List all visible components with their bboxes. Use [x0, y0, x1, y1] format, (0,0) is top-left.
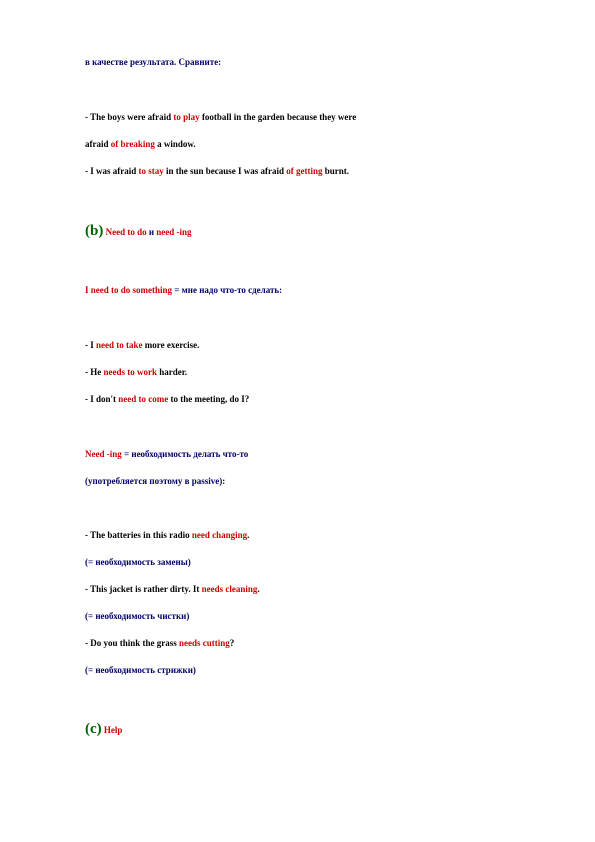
definition-line [85, 449, 248, 460]
example-sentence [85, 638, 234, 649]
definition-text: = мне надо что-то сделать: [172, 285, 283, 295]
highlighted-phrase: of getting [286, 166, 323, 176]
section-letter: (c) [85, 721, 102, 737]
highlighted-phrase: needs cleaning [201, 584, 258, 594]
example-note: (= необходимость замены) [85, 557, 191, 567]
text-segment: - This jacket is rather dirty. It [85, 584, 202, 594]
text-segment: - The batteries in this radio [85, 530, 192, 540]
example-sentence [85, 584, 260, 595]
text-segment: - I was afraid [85, 166, 139, 176]
heading-term: need -ing [156, 227, 192, 237]
definition-note: (употребляется поэтому в passive): [85, 476, 226, 486]
text-segment: to the meeting, do I? [168, 394, 250, 404]
example-note: (= необходимость стрижки) [85, 665, 196, 675]
highlighted-phrase: to stay [138, 166, 164, 176]
example-sentence [85, 139, 196, 150]
highlighted-phrase: need to take [96, 340, 143, 350]
heading-term: Need to do [105, 227, 147, 237]
example-note: (= необходимость чистки) [85, 611, 190, 621]
highlighted-phrase: needs cutting [179, 638, 230, 648]
heading-conjunction: и [146, 227, 157, 237]
text-segment: - He [85, 367, 104, 377]
highlighted-phrase: needs to work [103, 367, 157, 377]
highlighted-phrase: of breaking [110, 139, 155, 149]
text-segment: - I [85, 340, 96, 350]
example-sentence [85, 530, 249, 541]
section-letter: (b) [85, 223, 104, 239]
example-sentence [85, 112, 356, 123]
text-segment: more exercise. [142, 340, 200, 350]
highlighted-phrase: to play [173, 112, 200, 122]
example-sentence [85, 166, 349, 177]
definition-text: = необходимость делать что-то [121, 449, 249, 459]
example-sentence [85, 367, 187, 378]
highlighted-phrase: need changing [191, 530, 248, 540]
example-sentence [85, 340, 199, 351]
text-segment: - Do you think the grass [85, 638, 180, 648]
text-segment: football in the garden because they were [199, 112, 357, 122]
text-segment: in the sun because I was afraid [163, 166, 287, 176]
heading-term: Help [103, 725, 123, 735]
text-segment: - I don't [85, 394, 119, 404]
text-segment: harder. [157, 367, 188, 377]
text-segment: . [257, 584, 260, 594]
definition-term: Need -ing [85, 449, 122, 459]
text-segment: afraid [85, 139, 111, 149]
text-segment: burnt. [322, 166, 350, 176]
definition-line [85, 285, 282, 296]
highlighted-phrase: need to come [118, 394, 169, 404]
section-heading-b [85, 222, 192, 241]
example-sentence [85, 394, 249, 405]
definition-term: I need to do something [85, 285, 173, 295]
text-segment: . [247, 530, 250, 540]
text-segment: ? [229, 638, 235, 648]
text-segment: a window. [154, 139, 196, 149]
text-segment: - The boys were afraid [85, 112, 174, 122]
section-heading-c [85, 720, 122, 739]
intro-text: в качестве результата. Сравните: [85, 57, 222, 67]
